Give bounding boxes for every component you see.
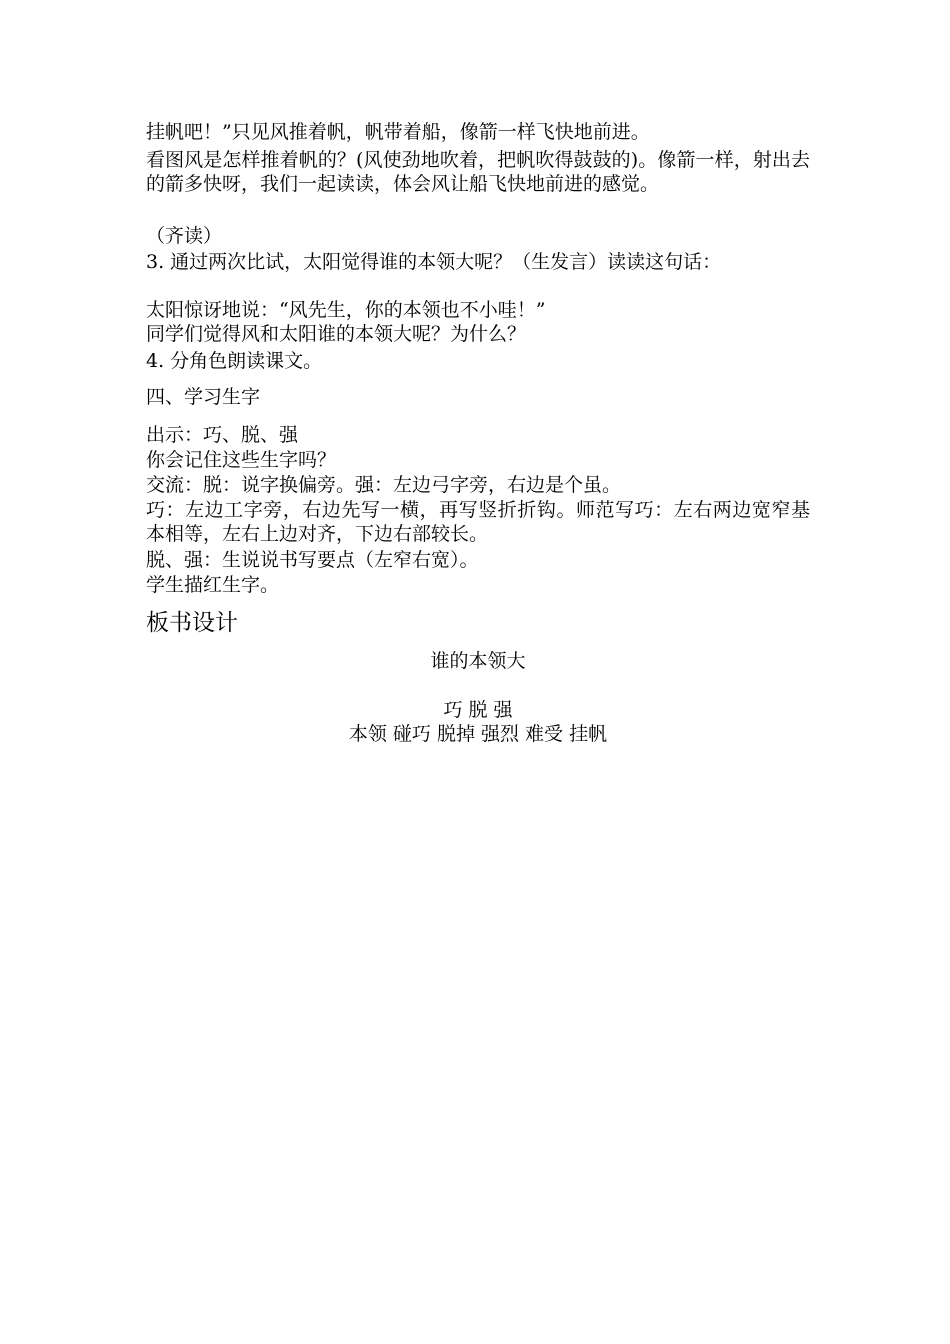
text-line: 脱、强：生说说书写要点（左窄右宽）。	[146, 549, 479, 571]
section-heading: 四、学习生字	[146, 386, 261, 408]
text-line: 太阳惊讶地说：“风先生，你的本领也不小哇！”	[146, 299, 546, 321]
text-line: 出示：巧、脱、强	[146, 424, 299, 446]
text-line: 4. 分角色朗读课文。	[146, 350, 323, 372]
text-line: 挂帆吧！”只见风推着帆，帆带着船，像箭一样飞快地前进。	[146, 121, 650, 143]
text-line: 同学们觉得风和太阳谁的本领大呢？为什么？	[146, 323, 527, 345]
board-characters: 巧 脱 强	[443, 699, 513, 721]
text-paragraph: 看图风是怎样推着帆的？(风使劲地吹着，把帆吹得鼓鼓的)。像箭一样，射出去的箭多快呀，我们一起读读，体会风让船飞快地前进的感觉。	[146, 149, 810, 195]
text-paragraph: 巧：左边工字旁，右边先写一横，再写竖折折钩。师范写巧：左右两边宽窄基本相等，左右上边对齐，下边右部较长。	[146, 499, 810, 545]
board-design-heading: 板书设计	[146, 610, 238, 636]
board-title: 谁的本领大	[430, 650, 526, 672]
text-paragraph: 3. 通过两次比试，太阳觉得谁的本领大呢？（生发言）读读这句话：	[146, 251, 722, 273]
text-line: （齐读）	[146, 225, 223, 247]
text-line: 交流：脱：说字换偏旁。强：左边弓字旁，右边是个虽。	[146, 474, 622, 496]
board-words: 本领 碰巧 脱掉 强烈 难受 挂帆	[348, 723, 608, 745]
text-line: 学生描红生字。	[146, 574, 280, 596]
text-line: 你会记住这些生字吗？	[146, 449, 337, 471]
